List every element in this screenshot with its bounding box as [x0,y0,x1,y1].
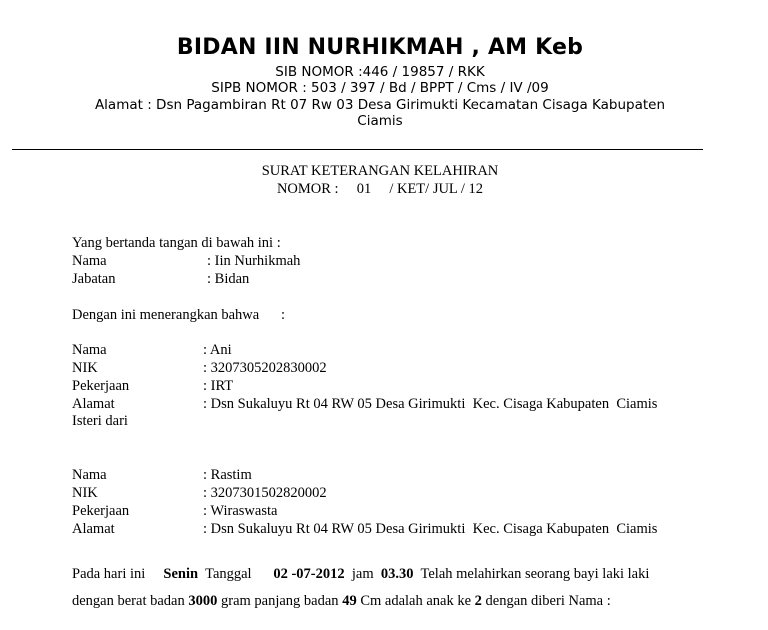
mother-address-value: : Dsn Sukaluyu Rt 04 RW 05 Desa Girimukti Kec. Cisaga Kabupaten Ciamis [203,396,658,412]
number-suffix: / KET/ JUL / 12 [389,181,484,197]
birth-text-3: jam [351,566,374,582]
father-name-value: : Rastim [203,467,252,483]
signer-position-value: : Bidan [207,271,250,287]
mother-address-label: Alamat [72,396,115,412]
birth-text-6: gram panjang badan [220,593,339,609]
signer-name-value: : Iin Nurhikmah [207,253,301,269]
birth-text-1: Pada hari ini [72,566,146,582]
number-label: NOMOR : [276,181,339,197]
birth-line-1 [72,566,649,583]
sib-number: SIB NOMOR :446 / 19857 / RKK [275,64,485,80]
header-divider [12,149,703,150]
birth-text-7: Cm adalah anak ke [360,593,472,609]
father-address-value: : Dsn Sukaluyu Rt 04 RW 05 Desa Girimukti Kec. Cisaga Kabupaten Ciamis [203,521,658,537]
mother-job-label: Pekerjaan [72,378,130,394]
birth-text-8: dengan diberi Nama : [485,593,611,609]
birth-text-4: Telah melahirkan seorang bayi laki laki [420,566,650,582]
father-nik-value: : 3207301502820002 [203,485,327,501]
birth-text-2: Tanggal [205,566,252,582]
sipb-number: SIPB NOMOR : 503 / 397 / Bd / BPPT / Cms / IV /09 [211,80,549,96]
birth-weight: 3000 [188,593,218,609]
father-job-value: : Wiraswasta [203,503,278,519]
document-number [130,181,630,198]
mother-nik-label: NIK [72,360,98,376]
father-nik-label: NIK [72,485,98,501]
signer-intro: Yang bertanda tangan di bawah ini : [72,235,281,251]
document-title: SURAT KETERANGAN KELAHIRAN [261,163,499,179]
birth-date: 02 -07-2012 [273,566,345,582]
mother-name-label: Nama [72,342,107,358]
letterhead-address: Alamat : Dsn Pagambiran Rt 07 Rw 03 Desa Girimukti Kecamatan Cisaga Kabupaten [94,97,666,113]
mother-nik-value: : 3207305202830002 [203,360,327,376]
father-address-label: Alamat [72,521,115,537]
father-name-label: Nama [72,467,107,483]
birth-child-order: 2 [474,593,482,609]
birth-text-5: dengan berat badan [72,593,185,609]
birth-time: 03.30 [380,566,414,582]
birth-day: Senin [163,566,199,582]
relation-label: Isteri dari [72,413,128,429]
number-value: 01 [356,181,372,197]
birth-length: 49 [342,593,357,609]
signer-name-label: Nama [72,253,107,269]
birth-line-2 [72,593,611,610]
mother-name-value: : Ani [203,342,232,358]
mother-job-value: : IRT [203,378,234,394]
letterhead-title: BIDAN IIN NURHIKMAH , AM Keb [176,35,584,60]
signer-position-label: Jabatan [72,271,116,287]
statement: Dengan ini menerangkan bahwa : [72,307,285,323]
letterhead-address-cont: Ciamis [357,113,403,129]
father-job-label: Pekerjaan [72,503,130,519]
